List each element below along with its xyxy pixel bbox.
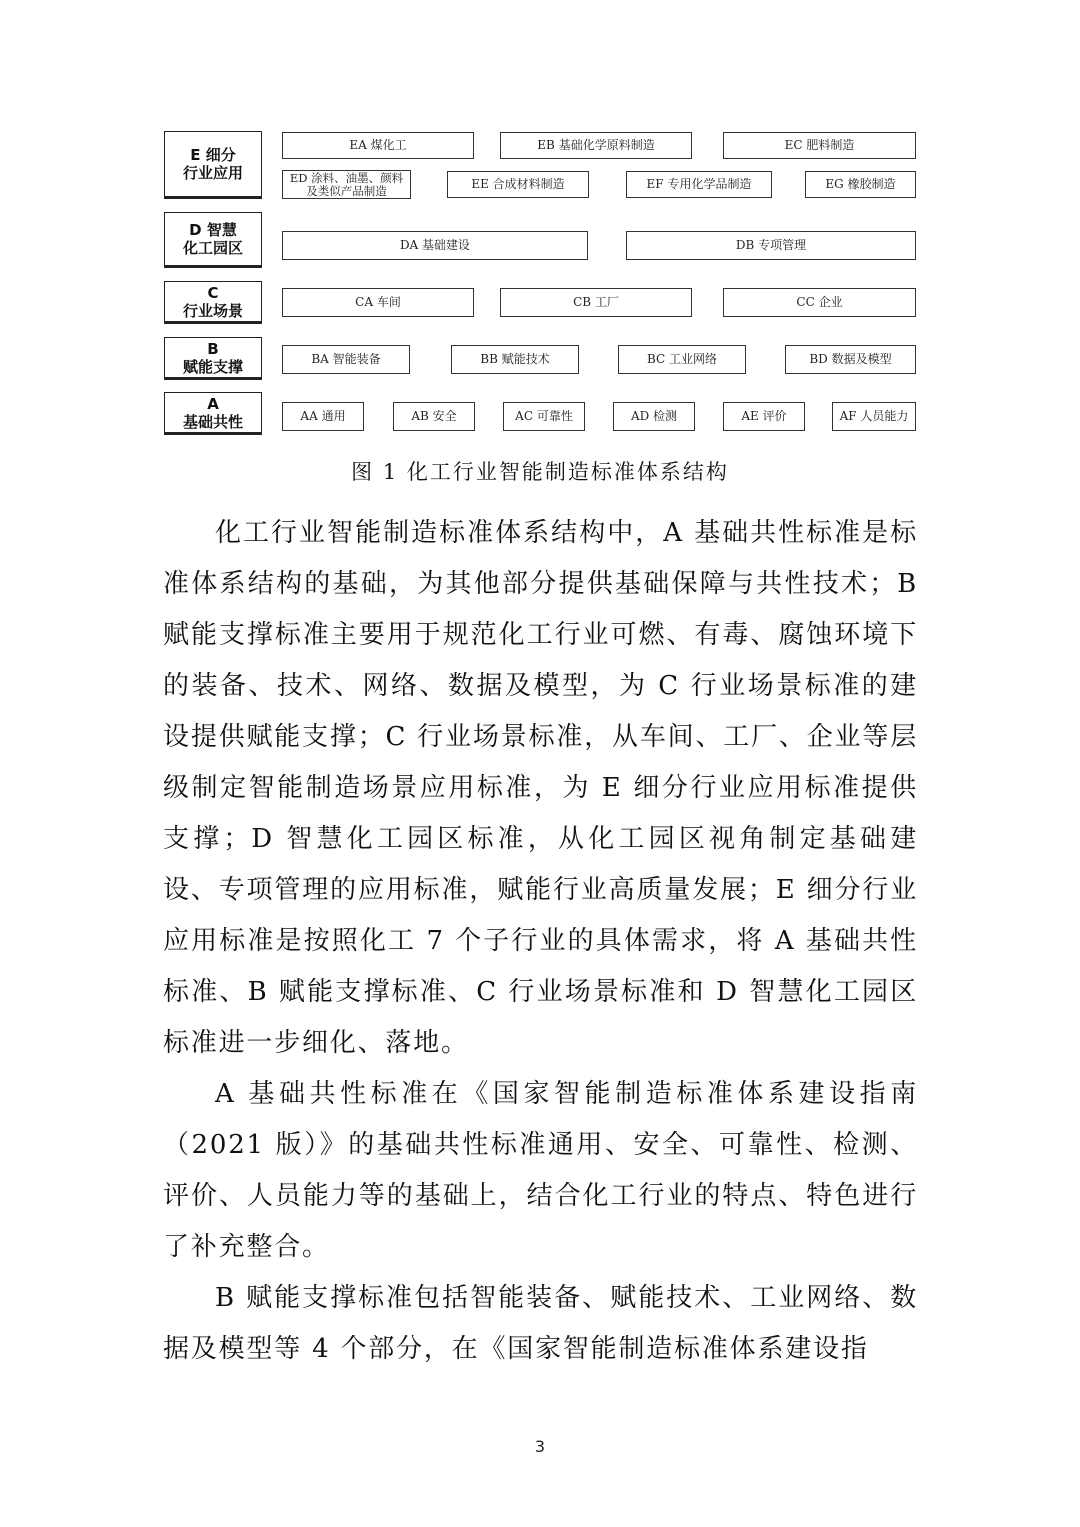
item-ac: AC 可靠性 — [503, 402, 585, 431]
paragraph-2: A 基础共性标准在《国家智能制造标准体系建设指南（2021 版）》的基础共性标准通用、安全、可靠性、检测、评价、人员能力等的基础上，结合化工行业的特点、特色进行了补充整合。 — [163, 1079, 918, 1262]
item-cb: CB 工厂 — [500, 288, 692, 317]
item-aa: AA 通用 — [282, 402, 364, 431]
item-ee: EE 合成材料制造 — [447, 171, 589, 198]
item-ea: EA 煤化工 — [282, 132, 474, 159]
row-label-b-line2: 赋能支撑 — [182, 357, 243, 376]
item-ae: AE 评价 — [723, 402, 805, 431]
item-bb: BB 赋能技术 — [451, 345, 579, 374]
row-label-c — [164, 281, 262, 324]
row-label-b-line1: B — [207, 339, 219, 358]
row-label-b — [164, 337, 262, 380]
item-ba: BA 智能装备 — [282, 345, 410, 374]
item-ad: AD 检测 — [613, 402, 695, 431]
item-ab: AB 安全 — [393, 402, 475, 431]
row-label-a-line1: A — [207, 394, 219, 413]
standard-system-diagram — [0, 0, 1080, 450]
item-cc: CC 企业 — [723, 288, 916, 317]
item-af: AF 人员能力 — [832, 402, 916, 431]
item-ec: EC 肥料制造 — [723, 132, 916, 159]
item-da: DA 基础建设 — [282, 231, 588, 260]
page-number: 3 — [534, 1437, 546, 1456]
row-label-d-line1: D 智慧 — [189, 221, 237, 239]
paragraph-1: 化工行业智能制造标准体系结构中，A 基础共性标准是标准体系结构的基础，为其他部分提供基础保障与共性技术；B 赋能支撑标准主要用于规范化工行业可燃、有毒、腐蚀环境下的装备、技术、网络、数据及模型，为 C 行业场景标准的建设提供赋能支撑；C 行业场景标准，从车间、工厂、企业等层级制定智能制造场景应用标准，为 E 细分行业应用标准提供支撑；D 智慧化工园区标准，从化工园区视角制定基础建设、专项管理的应用标准，赋能行业高质量发展；E 细分行业应用标准是按照化工 7 个子行业的具体需求，将 A 基础共性标准、B 赋能支撑标准、C 行业场景标准和 D 智慧化工园区标准进一步细化、落地。 — [163, 518, 918, 1058]
item-ef: EF 专用化学品制造 — [626, 171, 772, 198]
row-label-d — [164, 212, 262, 268]
item-bd: BD 数据及模型 — [785, 345, 916, 374]
item-db: DB 专项管理 — [626, 231, 916, 260]
item-ca: CA 车间 — [282, 288, 474, 317]
row-label-a — [164, 392, 262, 435]
row-label-a-line2: 基础共性 — [182, 412, 243, 431]
item-eb: EB 基础化学原料制造 — [500, 132, 692, 159]
row-label-d-line2: 化工园区 — [182, 239, 243, 257]
figure-caption: 图 1 化工行业智能制造标准体系结构 — [351, 460, 729, 484]
row-label-e-line2: 行业应用 — [182, 164, 243, 182]
row-label-e — [164, 131, 262, 199]
item-eg: EG 橡胶制造 — [805, 171, 916, 198]
item-bc: BC 工业网络 — [618, 345, 746, 374]
item-ed: ED 涂料、油墨、颜料及类似产品制造 — [282, 170, 411, 199]
body-text — [163, 508, 918, 1375]
row-label-e-line1: E 细分 — [190, 146, 236, 164]
row-label-c-line1: C — [207, 283, 219, 302]
row-label-c-line2: 行业场景 — [182, 301, 243, 320]
paragraph-3: B 赋能支撑标准包括智能装备、赋能技术、工业网络、数据及模型等 4 个部分，在《国家智能制造标准体系建设指 — [163, 1283, 918, 1364]
